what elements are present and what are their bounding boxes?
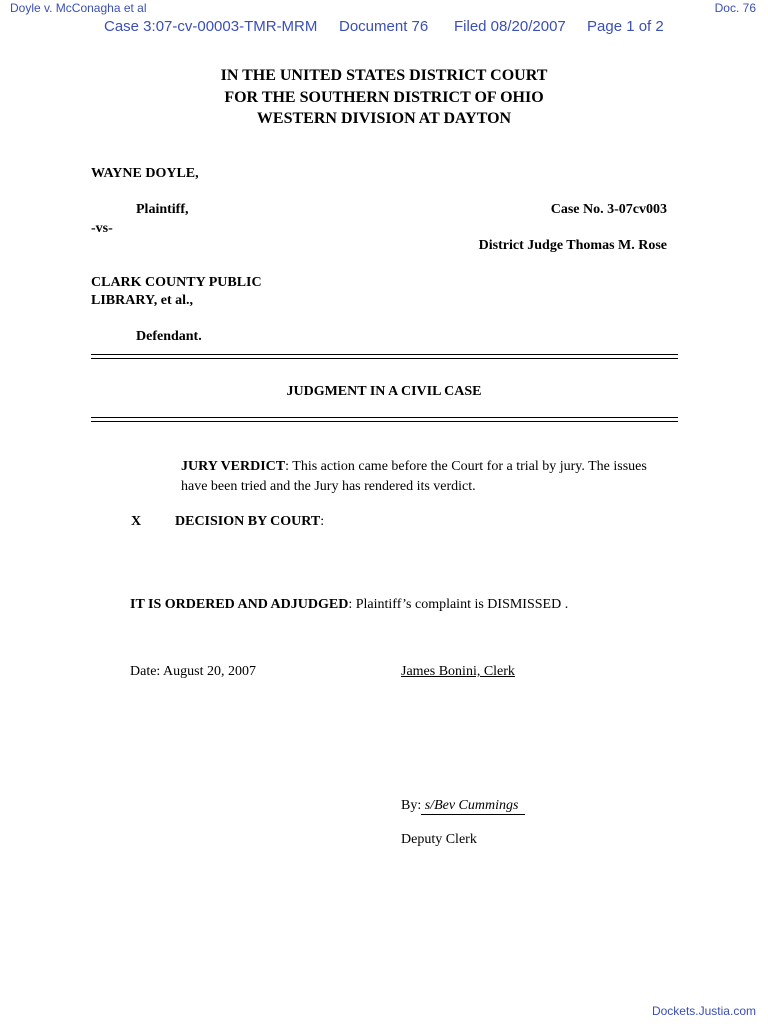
- filed-stamp: Filed 08/20/2007: [454, 18, 566, 35]
- judgment-title: JUDGMENT IN A CIVIL CASE: [286, 384, 482, 399]
- deputy-signature: s/Bev Cummings: [421, 798, 526, 813]
- divider-bottom-2: [91, 421, 678, 422]
- divider-bottom-1: [91, 417, 678, 418]
- document-caption-link[interactable]: Doyle v. McConagha et al: [10, 1, 147, 15]
- divider-top-2: [91, 358, 678, 359]
- decision-label: DECISION BY COURT: [175, 514, 321, 529]
- clerk-name: James Bonini, Clerk: [401, 664, 515, 679]
- ordered-label: IT IS ORDERED AND ADJUDGED: [130, 597, 349, 612]
- jury-verdict-line1: [181, 459, 647, 475]
- court-heading-line3: WESTERN DIVISION AT DAYTON: [256, 110, 512, 127]
- decision-checkmark: X: [131, 514, 142, 529]
- defendant-line1: CLARK COUNTY PUBLIC: [91, 275, 262, 290]
- versus-label: -vs-: [91, 221, 113, 236]
- decision-colon: :: [320, 514, 325, 529]
- plaintiff-role: Plaintiff,: [136, 202, 189, 217]
- plaintiff-name: WAYNE DOYLE,: [91, 166, 199, 181]
- document-stamp: Document 76: [339, 18, 429, 35]
- source-link[interactable]: Dockets.Justia.com: [651, 1004, 756, 1018]
- jury-verdict-line2: have been tried and the Jury has rendered its verdict.: [181, 479, 476, 494]
- jury-verdict-text: : This action came before the Court for a trial by jury. The issues: [285, 459, 647, 474]
- doc-number-link[interactable]: Doc. 76: [714, 1, 756, 15]
- defendant-line2: LIBRARY, et al.,: [91, 293, 194, 308]
- case-stamp: Case 3:07-cv-00003-TMR-MRM: [104, 18, 318, 35]
- judgment-date: Date: August 20, 2007: [130, 664, 256, 679]
- by-label: By:: [401, 798, 422, 813]
- decision-by-court: [175, 514, 324, 530]
- judge-name: District Judge Thomas M. Rose: [478, 238, 667, 253]
- court-heading-line1: IN THE UNITED STATES DISTRICT COURT: [220, 67, 548, 84]
- defendant-role: Defendant.: [136, 329, 202, 344]
- deputy-clerk-title: Deputy Clerk: [401, 832, 477, 847]
- ordered-text: : Plaintiff’s complaint is DISMISSED .: [348, 597, 569, 612]
- case-number: Case No. 3-07cv003: [550, 202, 667, 217]
- divider-top-1: [91, 354, 678, 355]
- court-heading-line2: FOR THE SOUTHERN DISTRICT OF OHIO: [224, 89, 544, 106]
- jury-verdict-label: JURY VERDICT: [181, 459, 286, 474]
- signed-by: [401, 798, 525, 815]
- ordered-adjudged: [130, 597, 568, 613]
- page-stamp: Page 1 of 2: [587, 18, 664, 35]
